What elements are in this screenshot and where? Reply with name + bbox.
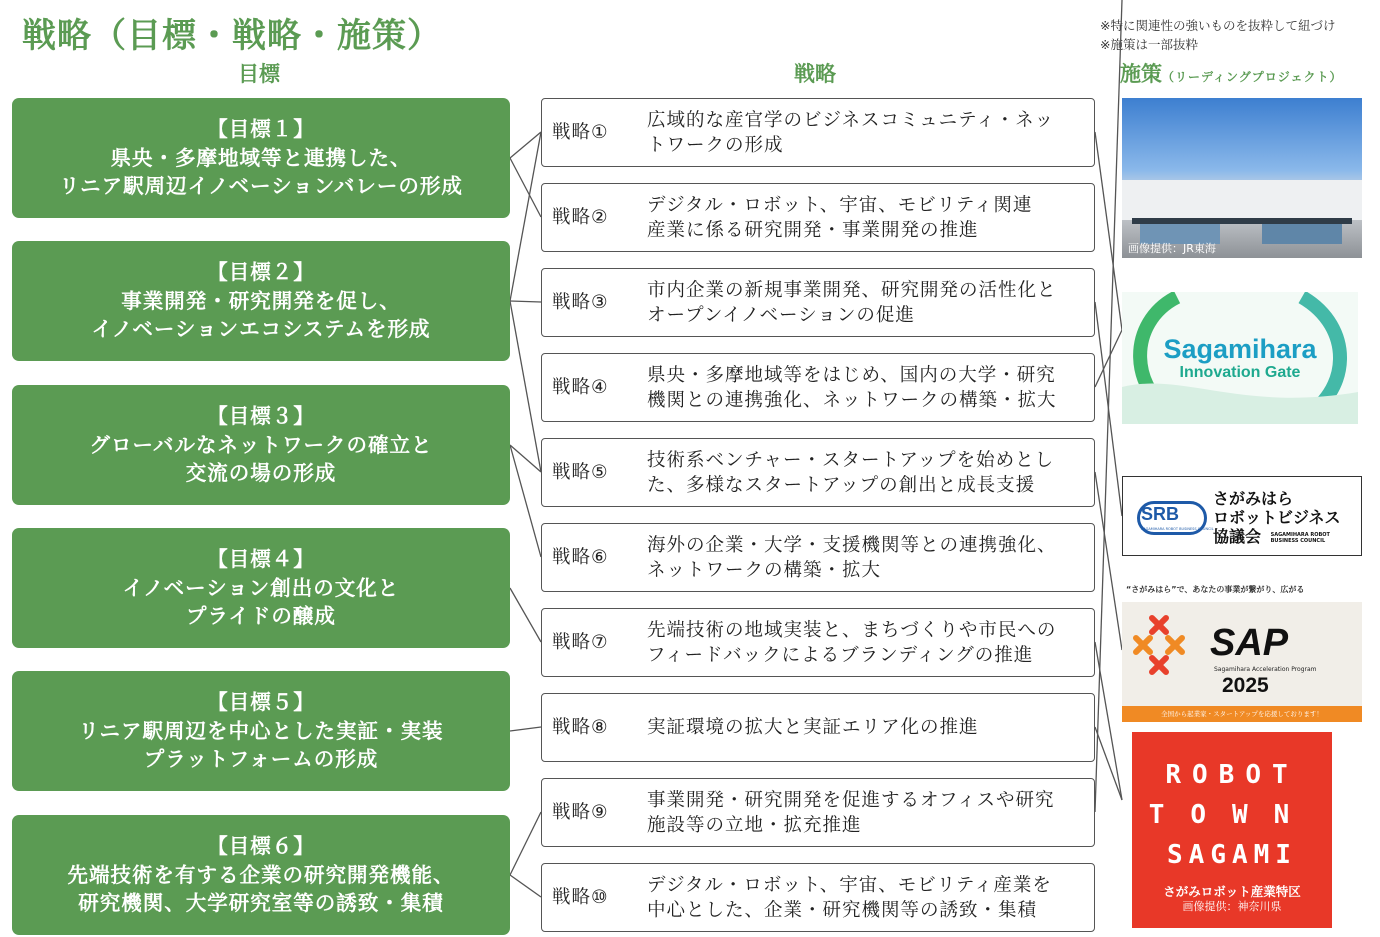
strategy-7	[541, 608, 1095, 677]
goal-text-line: イノベーションエコシステムを形成	[91, 317, 431, 342]
goal-strategy-link	[510, 588, 541, 642]
goal-strategy-link	[510, 301, 541, 302]
goal-text-line: 県央・多摩地域等と連携した、	[110, 145, 412, 170]
strategy-text-line: 施設等の立地・拡充推進	[647, 814, 862, 836]
goal-strategy-link	[510, 727, 541, 731]
strategy-measure-link	[1095, 642, 1122, 800]
strategy-9	[541, 778, 1095, 847]
innovation-gate-sub: Innovation Gate	[1179, 364, 1301, 381]
goal-3	[12, 385, 510, 505]
goal-text-line: イノベーション創出の文化と	[122, 575, 400, 600]
goal-strategy-link	[510, 875, 541, 897]
goal-2	[12, 241, 510, 361]
goal-tag: 【目標１】	[207, 117, 315, 142]
strategy-text-line: 県央・多摩地域等をはじめ、国内の大学・研究	[647, 364, 1056, 386]
strategy-text-line: デジタル・ロボット、宇宙、モビリティ産業を	[647, 874, 1052, 896]
sap-cross-graphic	[1132, 610, 1202, 680]
strategy-text-line: 機関との連携強化、ネットワークの構築・拡大	[647, 389, 1057, 411]
strategies-header: 戦略	[794, 62, 836, 86]
sap-brand: SAP	[1210, 622, 1289, 664]
strategy-text-line: 海外の企業・大学・支援機関等との連携強化、	[647, 534, 1057, 556]
goal-text-line: 交流の場の形成	[185, 461, 337, 486]
goal-text-line: プラットフォームの形成	[143, 747, 379, 772]
strategy-measure-link	[1095, 727, 1122, 800]
goal-tag: 【目標４】	[207, 547, 315, 572]
goal-4	[12, 528, 510, 648]
strategy-text-line: 技術系ベンチャー・スタートアップを始めとし	[647, 449, 1055, 471]
strategy-text-line: ネットワークの構築・拡大	[647, 559, 882, 581]
sap-program: Sagamihara Acceleration Program	[1214, 666, 1317, 673]
srb-logo	[1122, 476, 1362, 556]
strategy-text-line: フィードバックによるブランディングの推進	[647, 644, 1034, 666]
strategy-3	[541, 268, 1095, 337]
strategy-text-line: 市内企業の新規事業開発、研究開発の活性化と	[647, 279, 1057, 301]
goal-text-line: 研究機関、大学研究室等の誘致・集積	[78, 891, 444, 916]
strategy-measure-link	[1095, 472, 1122, 650]
strategy-text-line: オープンイノベーションの促進	[647, 304, 915, 326]
sap-year: 2025	[1222, 674, 1269, 697]
goal-text-line: リニア駅周辺を中心とした実証・実装	[78, 718, 444, 743]
srb-name-en: SAGAMIHARA ROBOT BUSINESS COUNCIL	[1270, 531, 1330, 544]
srb-name-line: さがみはら	[1213, 489, 1294, 508]
robot-town-line-2: TOWN	[1148, 800, 1316, 830]
goal-tag: 【目標５】	[207, 690, 315, 715]
goal-strategy-link	[510, 812, 541, 875]
strategy-label: 戦略②	[552, 207, 609, 228]
sap-cross-icon	[1132, 610, 1202, 680]
goal-strategy-link	[510, 132, 541, 301]
measures-header-label: 施策	[1120, 62, 1162, 86]
strategy-label: 戦略⑤	[552, 462, 609, 483]
strategy-4	[541, 353, 1095, 422]
strategy-label: 戦略①	[552, 122, 609, 143]
strategy-text-line: 先端技術の地域実装と、まちづくりや市民への	[647, 619, 1057, 641]
strategy-8	[541, 693, 1095, 762]
page-title: 戦略（目標・戦略・施策）	[22, 16, 442, 56]
goal-text-line: リニア駅周辺イノベーションバレーの形成	[59, 174, 463, 199]
srb-name-line: ロボットビジネス	[1213, 508, 1341, 527]
robot-town-line-1: ROBOT	[1165, 760, 1299, 790]
robot-town-sub: さがみロボット産業特区	[1163, 884, 1301, 899]
building-roof	[1122, 180, 1362, 220]
photo-credit: 画像提供：JR東海	[1128, 242, 1216, 255]
note-2: ※施策は一部抜粋	[1100, 37, 1198, 52]
goal-6	[12, 815, 510, 935]
srb-name-line: 協議会	[1213, 527, 1262, 546]
station-photo	[1122, 98, 1362, 258]
innovation-gate-name: Sagamihara	[1163, 334, 1317, 364]
strategy-2	[541, 183, 1095, 252]
strategy-label: 戦略③	[552, 292, 609, 313]
goal-strategy-link	[510, 158, 541, 217]
building-glass-right	[1262, 224, 1342, 244]
srb-abbr: SRB	[1141, 504, 1180, 524]
strategy-1	[541, 98, 1095, 167]
goal-text-line: 先端技術を有する企業の研究開発機能、	[67, 862, 455, 887]
strategy-text-line: 事業開発・研究開発を促進するオフィスや研究	[647, 789, 1055, 811]
goal-tag: 【目標６】	[207, 834, 315, 859]
goal-text-line: グローバルなネットワークの確立と	[89, 432, 433, 457]
goal-tag: 【目標３】	[207, 404, 315, 429]
sap-tagline: “さがみはら”で、あなたの事業が繋がり、広がる	[1126, 585, 1305, 594]
note-1: ※特に関連性の強いものを抜粋して紐づけ	[1100, 18, 1336, 33]
strategy-label: 戦略⑦	[552, 632, 609, 653]
sap-bottom-text: 全国から起業家・スタートアップを応援しております！	[1161, 710, 1323, 718]
strategy-label: 戦略⑨	[552, 802, 609, 823]
strategy-text-line: 実証環境の拡大と実証エリア化の推進	[647, 717, 979, 738]
strategy-label: 戦略⑥	[552, 547, 609, 568]
goal-text-line: 事業開発・研究開発を促し、	[121, 288, 401, 313]
strategy-10	[541, 863, 1095, 932]
goals-header: 目標	[238, 62, 280, 86]
robot-town-line-3: SAGAMI	[1167, 840, 1297, 870]
strategy-5	[541, 438, 1095, 507]
innovation-gate-logo	[1122, 292, 1358, 424]
strategy-label: 戦略④	[552, 377, 609, 398]
strategy-label: 戦略⑧	[552, 717, 609, 738]
srb-abbr-sub: SAGAMIHARA ROBOT BUSINESS COUNCIL	[1141, 527, 1214, 531]
srb-name	[1213, 489, 1341, 546]
robot-town-credit: 画像提供：神奈川県	[1182, 900, 1282, 913]
goal-strategy-link	[510, 445, 541, 557]
measures-header-sub: （リーディングプロジェクト）	[1162, 70, 1343, 84]
goal-text-line: プライドの醸成	[186, 604, 336, 629]
strategy-text-line: 中心とした、企業・研究機関等の誘致・集積	[647, 899, 1038, 921]
strategy-6	[541, 523, 1095, 592]
sap-banner	[1122, 580, 1362, 722]
strategy-text-line: た、多様なスタートアップの創出と成長支援	[647, 474, 1036, 496]
strategy-text-line: デジタル・ロボット、宇宙、モビリティ関連	[647, 194, 1033, 216]
goal-5	[12, 671, 510, 791]
strategy-text-line: 産業に係る研究開発・事業開発の推進	[647, 219, 979, 241]
goal-strategy-link	[510, 301, 541, 472]
strategy-text-line: トワークの形成	[647, 134, 784, 156]
robot-town-sagami-logo	[1132, 732, 1332, 928]
strategy-measure-link	[1095, 0, 1122, 812]
strategy-measure-link	[1095, 132, 1122, 330]
goal-1	[12, 98, 510, 218]
strategy-text-line: 広域的な産官学のビジネスコミュニティ・ネッ	[647, 109, 1055, 131]
strategy-label: 戦略⑩	[552, 887, 609, 908]
goal-tag: 【目標２】	[207, 260, 315, 285]
